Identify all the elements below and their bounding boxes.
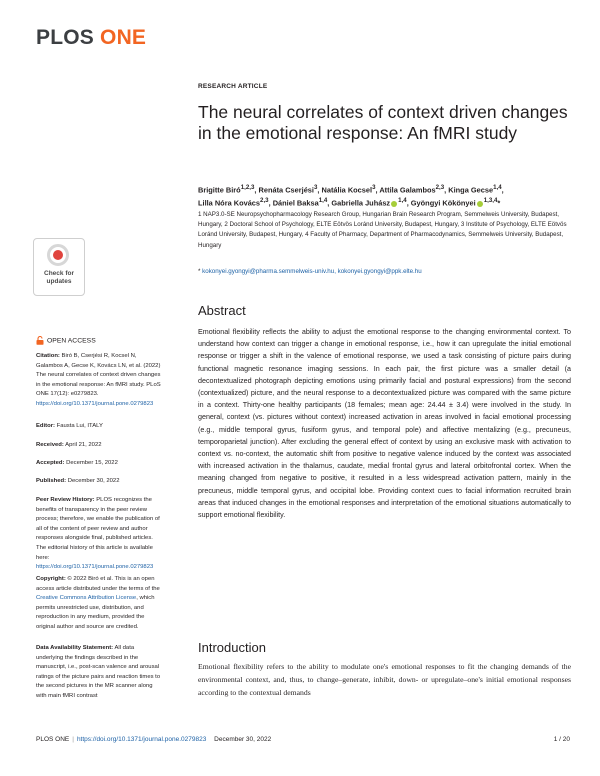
author-name[interactable]: , Gabriella Juhász	[327, 198, 391, 208]
copyright-block	[36, 575, 161, 633]
logo-one: ONE	[100, 26, 147, 49]
citation-block	[36, 352, 161, 410]
corresponding-email	[198, 268, 568, 275]
received-value: April 21, 2022	[65, 442, 102, 448]
peer-review-label: Peer Review History:	[36, 497, 95, 503]
author-line-2	[198, 195, 573, 208]
copyright-text-2: , which permits unrestricted use, distribution, and reproduction in any medium, provided the original author and source are credited.	[36, 595, 155, 630]
affiliation-sup: 1,4	[398, 197, 407, 205]
footer-journal: PLOS ONE	[36, 736, 70, 743]
abstract-heading: Abstract	[198, 303, 246, 318]
affiliation-sup: 2,3	[435, 184, 445, 191]
affiliation-sup: 1,4	[493, 184, 502, 191]
received-label: Received:	[36, 442, 64, 448]
copyright-label: Copyright:	[36, 576, 66, 582]
accepted-value: December 15, 2022	[66, 460, 118, 466]
author-name[interactable]: Brigitte Biró	[198, 185, 241, 195]
affiliation-sup: 3	[372, 184, 376, 191]
introduction-heading: Introduction	[198, 640, 266, 655]
author-name[interactable]: , Kinga Gecse	[444, 185, 494, 195]
footer-date: December 30, 2022	[214, 736, 272, 743]
page-number: 1 / 20	[553, 736, 570, 743]
affiliation-sup: 1,2,3	[240, 184, 255, 191]
article-title: The neural correlates of context driven changes in the emotional response: An fMRI study	[198, 102, 568, 143]
footer-separator	[209, 736, 211, 743]
bookmark-icon	[53, 250, 63, 260]
peer-review-text: PLOS recognizes the benefits of transparency in the peer review process; therefore, we enable the publication of all of the content of peer review and author responses alongside final, published articles. The editorial history of this article is available here:	[36, 497, 160, 561]
affiliation-sup: 3	[313, 184, 318, 191]
citation-doi-link[interactable]: https://doi.org/10.1371/journal.pone.0279823	[36, 400, 154, 407]
affiliation-sup: 1,4	[318, 197, 328, 205]
peer-review-block	[36, 496, 161, 573]
badge-line-1: Check for	[44, 270, 74, 277]
logo-plos: PLOS	[36, 26, 94, 49]
footer-separator: |	[72, 736, 74, 743]
corresponding-author-mark: *	[497, 198, 501, 208]
email-link[interactable]: kokonyei.gyongyi@pharma.semmelweis-univ.hu, kokonyei.gyongyi@ppk.elte.hu	[202, 268, 422, 275]
author-list	[198, 182, 573, 209]
journal-logo	[36, 26, 146, 50]
corresponding-mark: *	[198, 268, 201, 275]
data-availability-label: Data Availability Statement:	[36, 645, 114, 651]
open-access-text: OPEN ACCESS	[47, 337, 96, 345]
author-name[interactable]: , Renáta Cserjési	[254, 185, 314, 195]
article-type: RESEARCH ARTICLE	[198, 83, 268, 90]
affiliation-sup: 1,3,4	[483, 197, 498, 205]
peer-review-link[interactable]: https://doi.org/10.1371/journal.pone.0279823	[36, 564, 154, 571]
author-name[interactable]: , Attila Galambos	[375, 185, 436, 195]
data-availability-text: All data underlying the findings described in the manuscript, i.e., post-scan valence and arousal ratings of the picture pairs and reaction times to the second pictures in the MR scanner along with main fMRI contrast	[36, 645, 161, 699]
author-name[interactable]: Lilla Nóra Kovács	[198, 198, 261, 208]
published-value: December 30, 2022	[67, 478, 120, 484]
open-lock-icon	[36, 336, 44, 345]
citation-label: Citation:	[36, 353, 60, 359]
footer-doi-link[interactable]: https://doi.org/10.1371/journal.pone.0279823	[76, 736, 207, 743]
check-for-updates-badge[interactable]	[33, 238, 85, 296]
open-access-label	[36, 336, 96, 345]
citation-text: Biró B, Cserjési R, Kocsel N, Galambos A, Gecse K, Kovács LN, et al. (2022) The neural correlates of context driven changes in the emotional response: An fMRI study. PLoS ONE 17(12): e0279823.	[36, 353, 161, 398]
author-name[interactable]: , Gyöngyi Kökönyei	[406, 198, 476, 208]
license-link[interactable]: Creative Commons Attribution License	[36, 595, 137, 602]
badge-line-2: updates	[46, 278, 72, 285]
editor-value: Fausta Lui, ITALY	[56, 423, 103, 429]
orcid-icon[interactable]	[391, 201, 397, 207]
received-block	[36, 441, 161, 451]
accepted-label: Accepted:	[36, 460, 65, 466]
page-footer	[36, 736, 566, 743]
affiliations: 1 NAP3.0-SE Neuropsychopharmacology Research Group, Hungarian Brain Research Program, Semmelweis University, Budapest, Hungary, 2 Doctoral School of Psychology, ELTE Eötvös Loránd University, Budapest, Hungary, 3 Institute of Psychology, ELTE Eötvös Loránd University, Budapest, Hungary, 4 Faculty of Pharmacy, Department of Pharmacodynamics, Semmelweis University, Budapest, Hungary	[198, 211, 567, 249]
affiliation-sup: 2,3	[260, 197, 269, 205]
orcid-icon[interactable]	[477, 201, 483, 207]
badge-label	[34, 270, 84, 286]
published-label: Published:	[36, 478, 67, 484]
introduction-text: Emotional flexibility refers to the ability to modulate one's emotional responses to fit the changing demands of the environmental context, and, thus, to change–generate, inhibit, down- or upregulate–one's initial emotional responses according to the contextual demands	[198, 662, 571, 697]
copyright-text: © 2022 Biró et al. This is an open access article distributed under the terms of the	[36, 576, 160, 592]
abstract-text: Emotional flexibility reflects the ability to adjust the emotional response to the changing environmental context. To understand how context can trigger a change in emotional response, i.e., how it can upregulate the initial emotional response or trigger a shift in the valence of emotional response, we used a task consisting of picture pairs during functional magnetic resonance imaging sessions. In each pair, the first picture was a smaller detail (a decontextualized photograph depicting emotions using primarily facial and postural expressions) from the second (contextualized) picture, and the neural response to a decontextualized picture was compared with the same picture in a context. Thirty-one healthy participants (18 females; mean age: 24.44 ± 3.4) were involved in the study. In general, context (vs. pictures without context) increased activation in areas involved in facial emotional processing (e.g., middle temporal gyrus, fusiform gyrus, and temporal pole) and affective mentalizing (e.g., precuneus, temporoparietal junction). After excluding the general effect of context by using an exclusive mask with activation to context vs. no-context, the automatic shift from positive to negative valence induced by the context was associated with increased activation in the thalamus, caudate, medial frontal gyrus and lateral orbitofrontal cortex. When the meaning changed from negative to positive, it resulted in a less widespread activation pattern, mainly in the precuneus, middle temporal gyrus, and occipital lobe. Providing context cues to facial information recruited brain areas that induced changes in the emotional responses and interpretation of the emotional situations automatically to support emotional flexibility.	[198, 328, 571, 520]
data-availability-block	[36, 644, 161, 702]
author-line-1: Brigitte Biró$^{1,2,3}$, Renáta Cserjési$^3$, Natália Kocsel$^3$, Attila Galambos$^{2,3}$, Kinga Gecse$^{1,4}$,	[198, 184, 504, 195]
editor-label: Editor:	[36, 423, 55, 429]
editor-block	[36, 422, 161, 432]
author-name[interactable]: , Dániel Baksa	[268, 198, 319, 208]
author-name[interactable]: , Natália Kocsel	[317, 185, 373, 195]
published-block	[36, 477, 161, 487]
accepted-block	[36, 459, 161, 469]
